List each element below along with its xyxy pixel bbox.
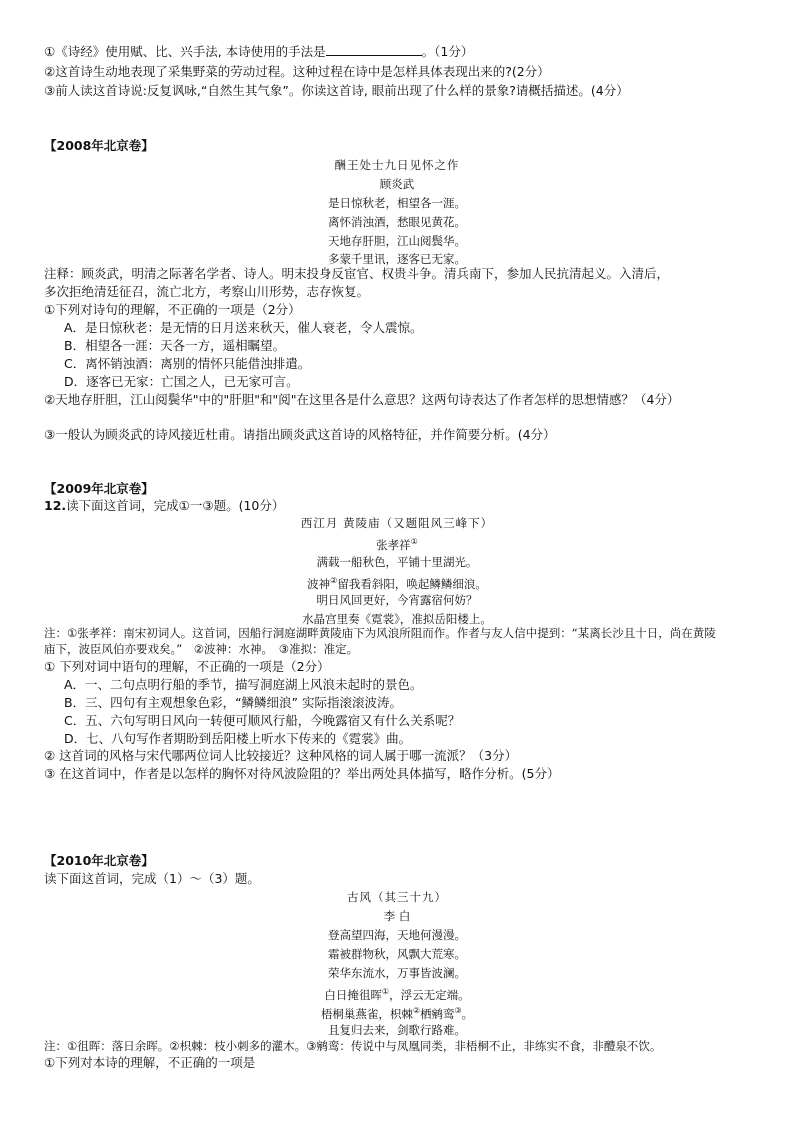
option-d: D．七、八句写作者期盼到岳阳楼上听水下传来的《霓裳》曲。 (64, 731, 412, 746)
section-header-2010: 【2010年北京卷】 (44, 853, 154, 868)
annotation: 注释：顾炎武，明清之际著名学者、诗人。明末投身反宦官、权贵斗争。清兵南下，参加人民抗清起义。入清后， (44, 266, 670, 281)
poem-line: 白日掩徂晖①，浮云无定端。 (324, 987, 470, 1002)
section-header-2008: 【2008年北京卷】 (44, 138, 154, 153)
answer-blank (326, 44, 422, 56)
poem-line: 且复归去来，剑歌行路难。 (328, 1023, 466, 1037)
section-header-2009: 【2009年北京卷】 (44, 481, 154, 496)
question-line: ③ 在这首词中，作者是以怎样的胸怀对待风波险阻的？举出两处具体描写，略作分析。(5分） (44, 766, 560, 781)
poem-line: 登高望四海，天地何漫漫。 (328, 928, 466, 942)
poem-line: 荣华东流水，万事皆波澜。 (328, 966, 466, 980)
question-line: ③前人读这首诗说:反复讽咏,“自然生其气象”。你读这首诗, 眼前出现了什么样的景象?请概括描述。(4分） (44, 83, 629, 98)
question-intro: 12.读下面这首词，完成①一③题。(10分） (44, 498, 285, 513)
option-b: B．相望各一涯：天各一方，遥相瞩望。 (64, 338, 286, 353)
poem-line: 满载一船秋色，平铺十里湖光。 (316, 555, 478, 569)
poem-line: 是日惊秋老，相望各一涯。 (328, 196, 466, 210)
question-line: ②这首诗生动地表现了采集野菜的劳动过程。这种过程在诗中是怎样具体表现出来的?(2分） (44, 64, 550, 79)
poem-author: 顾炎武 (379, 177, 415, 191)
poem-title: 古风（其三十九） (347, 890, 447, 904)
poem-line: 离怀消浊酒，愁眼见黄花。 (328, 215, 466, 229)
annotation: 注：①张孝祥：南宋初词人。这首词，因船行洞庭湖畔黄陵庙下为风浪所阻而作。作者与友人信中提到：“某离长沙且十日，尚在黄陵 (44, 626, 716, 640)
question-line: ③一般认为顾炎武的诗风接近杜甫。请指出顾炎武这首诗的风格特征，并作简要分析。(4分） (44, 427, 556, 442)
option-c: C．离怀销浊酒：离别的情怀只能借浊排遣。 (64, 356, 311, 371)
question-line: ①下列对诗句的理解，不正确的一项是（2分） (44, 302, 301, 317)
option-d: D．逐客已无家：亡国之人，已无家可言。 (64, 374, 299, 389)
annotation: 多次拒绝清廷征召，流亡北方，考察山川形势，志存恢复。 (44, 284, 370, 299)
question-line: ②天地存肝胆，江山阅鬓华"中的"肝胆"和"阅"在这里各是什么意思？这两句诗表达了作者怎样的思想情感？（4分） (44, 392, 680, 407)
poem-author: 李 白 (383, 909, 411, 923)
poem-line: 明日风回更好，今宵露宿何妨？ (316, 593, 478, 607)
poem-line: 梧桐巢燕雀，枳棘②栖鹓鸾③。 (320, 1006, 474, 1021)
question-line: ① 下列对词中语句的理解，不正确的一项是（2分） (44, 659, 330, 674)
option-c: C．五、六句写明日风向一转便可顺风行船，今晚露宿又有什么关系呢？ (64, 713, 461, 728)
question-line: ①《诗经》使用赋、比、兴手法, 本诗使用的手法是 。（1分） (44, 44, 474, 59)
question-line: ② 这首词的风格与宋代哪两位词人比较接近？这种风格的词人属于哪一流派？（3分） (44, 748, 518, 763)
option-a: A．是日惊秋老：是无情的日月送来秋天，催人衰老，令人震惊。 (64, 320, 423, 335)
annotation: 注：①徂晖：落日余晖。②枳棘：枝小刺多的灌木。③鹓鸾：传说中与凤凰同类，非梧桐不止，非练实不食，非醴泉不饮。 (44, 1039, 662, 1053)
poem-author: 张孝祥① (376, 537, 418, 552)
poem-line: 多蒙千里讯，逐客已无家。 (328, 252, 466, 266)
poem-line: 水晶宫里奏《霓裳》，准拟岳阳楼上。 (302, 612, 492, 626)
poem-title: 酬王处士九日见怀之作 (334, 158, 460, 172)
question-intro: 读下面这首词，完成（1）～（3）题。 (44, 871, 260, 886)
question-line: ①下列对本诗的理解，不正确的一项是 (44, 1055, 256, 1070)
option-b: B．三、四句有主观想象色彩，“鳞鳞细浪” 实际指滚滚波涛。 (64, 695, 403, 710)
poem-line: 波神②留我看斜阳，唤起鳞鳞细浪。 (307, 576, 487, 591)
poem-title: 西江月 黄陵庙（又题阻风三峰下） (300, 516, 494, 530)
annotation: 庙下，波臣风伯亦要戏矣。” ②波神：水神。 ③准拟：准定。 (44, 642, 359, 656)
poem-line: 霜被群物秋，风飘大荒寒。 (328, 947, 466, 961)
option-a: A．一、二句点明行船的季节，描写洞庭湖上风浪未起时的景色。 (64, 677, 423, 692)
poem-line: 天地存肝胆，江山阅鬓华。 (328, 234, 466, 248)
